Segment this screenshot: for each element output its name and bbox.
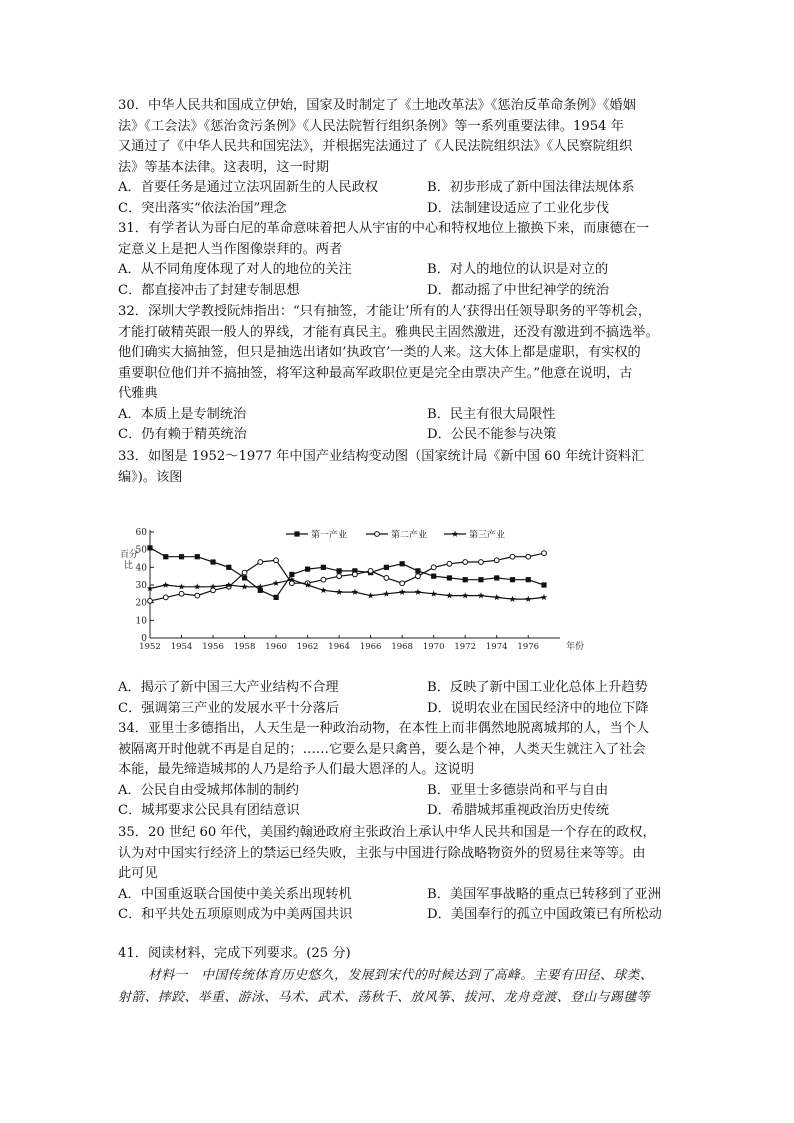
data-point-star — [430, 590, 436, 596]
data-point-star — [178, 583, 184, 589]
option-a[interactable]: A．公民自由受城邦体制的制约 — [118, 782, 299, 798]
question-33 — [118, 447, 678, 488]
x-tick-label: 1974 — [485, 642, 508, 652]
question-35-options-row — [118, 885, 678, 906]
industry-structure-chart — [114, 522, 674, 654]
question-32-line: 32．深圳大学教授阮炜指出：“只有抽签，才能让’所有的人’获得出任领导职务的平等机会， — [118, 304, 652, 319]
option-d[interactable]: D．希腊城邦重视政治历史传统 — [427, 803, 610, 818]
data-point-circle — [400, 581, 405, 586]
option-d[interactable]: D．美国奉行的孤立中国政策已有所松动 — [427, 907, 662, 922]
question-32-line: 代雅典 — [118, 386, 158, 401]
data-point-star — [163, 582, 169, 588]
y-tick-label: 50 — [135, 545, 147, 556]
legend-label: 第二产业 — [391, 530, 428, 541]
data-point-circle — [195, 593, 200, 598]
option-a[interactable]: A．首要任务是通过立法巩固新生的人民政权 — [118, 180, 379, 195]
data-point-circle — [321, 577, 326, 582]
option-d[interactable]: D．法制建设适应了工业化步伐 — [427, 200, 610, 216]
option-b[interactable]: B．亚里士多德崇尚和平与自由 — [427, 782, 609, 798]
x-tick-label: 1976 — [517, 642, 540, 652]
data-point-star — [525, 596, 531, 602]
question-35-line: 认为对中国实行经济上的禁运已经失败，主张与中国进行除战略物资外的贸易往来等等。由 — [118, 845, 646, 861]
y-tick-label: 10 — [135, 616, 147, 627]
data-point-circle — [148, 599, 153, 604]
x-axis-label: 年份 — [566, 642, 585, 652]
x-tick-label: 1952 — [139, 642, 161, 652]
question-35-options-row — [118, 905, 678, 926]
data-point-square — [226, 565, 231, 570]
data-point-square — [447, 575, 452, 580]
question-32-line: 才能打破精英跟一般人的界线，才能有真民主。雅典民主固然激进，还没有激进到不搞选举。 — [118, 324, 659, 340]
data-point-circle — [431, 565, 436, 570]
data-point-circle — [242, 570, 247, 575]
question-30-options-row — [118, 178, 678, 199]
option-c[interactable]: C．城邦要求公民具有团结意识 — [118, 803, 300, 818]
data-point-square — [289, 572, 294, 577]
data-point-square — [258, 588, 263, 593]
option-a[interactable]: A．从不同角度体现了对人的地位的关注 — [118, 262, 352, 277]
question-30-line: 法》等基本法律。这表明，这一时期 — [118, 159, 329, 175]
data-point-circle — [179, 591, 184, 596]
data-point-square — [415, 568, 420, 573]
x-tick-label: 1966 — [359, 642, 382, 652]
question-33-options — [118, 678, 678, 719]
material-line: 材料一 中国传统体育历史悠久，发展到宋代的时候达到了高峰。主要有田径、球类、 — [148, 967, 654, 983]
data-point-circle — [274, 558, 279, 563]
data-point-circle — [352, 572, 357, 577]
data-point-circle — [494, 558, 499, 563]
data-point-star — [194, 583, 200, 589]
question-30-options-row — [118, 199, 678, 220]
x-tick-label: 1970 — [422, 642, 445, 652]
option-b[interactable]: B．初步形成了新中国法律法规体系 — [427, 180, 635, 195]
x-tick-label: 1958 — [233, 642, 256, 652]
data-point-square — [463, 577, 468, 582]
data-point-circle — [368, 568, 373, 573]
question-33-line: 编》)。该图 — [118, 469, 183, 485]
data-point-square — [384, 565, 389, 570]
data-point-circle — [463, 560, 468, 565]
option-d[interactable]: D．公民不能参与决策 — [427, 427, 557, 442]
data-point-circle — [542, 551, 547, 556]
data-point-square — [147, 545, 152, 550]
x-tick-label: 1968 — [391, 642, 413, 652]
option-b[interactable]: B．反映了新中国工业化总体上升趋势 — [427, 680, 648, 695]
option-b[interactable]: B．对人的地位的认识是对立的 — [427, 262, 609, 277]
question-35-line: 此可见 — [118, 866, 158, 881]
question-34-options-row — [118, 781, 678, 802]
y-tick-label: 40 — [135, 563, 147, 574]
data-point-square — [242, 575, 247, 580]
y-tick-label: 60 — [135, 528, 147, 538]
y-axis-label: 比 — [124, 561, 134, 571]
option-c[interactable]: C．突出落实“依法治国”理念 — [118, 200, 287, 216]
question-33-line: 33．如图是 1952～1977 年中国产业结构变动图（国家统计局《新中国 60 年统计资料汇 — [118, 449, 645, 464]
question-35 — [118, 823, 678, 926]
data-point-square — [337, 568, 342, 573]
question-41 — [118, 944, 678, 1009]
question-30-line: 又通过了《中华人民共和国宪法》，并根据宪法通过了《人民法院组织法》《人民察院组织 — [118, 139, 633, 154]
option-c[interactable]: C．和平共处五项原则成为中美两国共识 — [118, 907, 353, 922]
data-point-circle — [447, 561, 452, 566]
data-point-star — [452, 531, 458, 537]
data-point-circle — [258, 560, 263, 565]
question-31-options-row — [118, 260, 678, 281]
option-a[interactable]: A．揭示了新中国三大产业结构不合理 — [118, 680, 339, 695]
question-32-options-row — [118, 425, 678, 446]
data-point-square — [431, 574, 436, 579]
question-32-options-row — [118, 405, 678, 426]
y-axis-label: 百分 — [120, 550, 139, 560]
x-tick-label: 1962 — [296, 642, 319, 652]
data-point-square — [526, 577, 531, 582]
question-34-options-row — [118, 801, 678, 822]
data-point-star — [383, 590, 389, 596]
data-point-square — [294, 531, 299, 536]
question-30 — [118, 96, 678, 219]
x-tick-label: 1954 — [170, 642, 193, 652]
data-point-star — [352, 589, 358, 595]
data-point-star — [446, 592, 452, 598]
question-32 — [118, 302, 678, 446]
question-32-line: 重要职位他们并不搞抽签，将军这种最高军政职位更是完全由票决产生。”他意在说明，古 — [118, 365, 633, 381]
option-a[interactable]: A．本质上是专制统治 — [118, 406, 247, 422]
data-point-square — [273, 595, 278, 600]
data-point-star — [541, 594, 547, 600]
question-30-line: 30．中华人民共和国成立伊始，国家及时制定了《土地改革法》《惩治反革命条例》《婚姻 — [118, 98, 636, 113]
data-point-circle — [416, 574, 421, 579]
data-point-circle — [375, 532, 380, 537]
question-33-options-row — [118, 678, 678, 699]
question-32-line: 他们确实大搞抽签，但只是抽选出诸如’执政官’一类的人来。这大体上都是虚职，有实权的 — [118, 345, 641, 360]
data-point-star — [320, 587, 326, 593]
question-34 — [118, 719, 678, 822]
option-b[interactable]: B．美国军事战略的重点已转移到了亚洲 — [427, 886, 661, 902]
x-tick-label: 1956 — [202, 642, 224, 652]
data-point-square — [210, 559, 215, 564]
data-point-circle — [384, 576, 389, 581]
data-point-square — [321, 565, 326, 570]
question-34-line: 34．亚里士多德指出，人天生是一种政治动物，在本性上而非偶然地脱离城邦的人，当个人 — [118, 721, 650, 736]
data-point-square — [510, 577, 515, 582]
series-line-3 — [150, 580, 544, 599]
data-point-star — [367, 592, 373, 598]
data-point-star — [493, 594, 499, 600]
question-30-line: 法》《工会法》《惩治贪污条例》《人民法院暂行组织条例》等一系列重要法律。1954 年 — [118, 118, 624, 134]
x-tick-label: 1960 — [265, 642, 287, 652]
data-point-square — [478, 577, 483, 582]
data-point-star — [478, 592, 484, 598]
question-33-options-row — [118, 699, 678, 720]
data-point-square — [305, 567, 310, 572]
data-point-circle — [163, 595, 168, 600]
data-point-star — [399, 589, 405, 595]
data-point-circle — [510, 554, 515, 559]
data-point-square — [195, 554, 200, 559]
y-tick-label: 30 — [135, 581, 147, 591]
question-31-options-row — [118, 281, 678, 302]
series-line-1 — [150, 548, 544, 598]
option-c[interactable]: C．都直接冲击了封建专制思想 — [118, 282, 300, 298]
x-tick-label: 1964 — [328, 642, 350, 652]
material-line: 射箭、摔跤、举重、游泳、马术、武术、荡秋千、放风筝、拔河、龙舟竞渡、登山与踢毽等 — [118, 989, 650, 1005]
legend-label: 第三产业 — [469, 530, 506, 541]
data-point-square — [541, 582, 546, 587]
x-tick-label: 1972 — [454, 642, 477, 652]
question-31-line: 定意义上是把人当作图像崇拜的。两者 — [118, 241, 343, 257]
option-b[interactable]: B．民主有很大局限性 — [427, 406, 556, 422]
option-c[interactable]: C．强调第三产业的发展水平十分落后 — [118, 700, 340, 716]
question-35-line: 35．20 世纪 60 年代，美国约翰逊政府主张政治上承认中华人民共和国是一个存在的政权， — [118, 825, 656, 840]
question-31-line: 31．有学者认为哥白尼的革命意味着把人从宇宙的中心和特权地位上撤换下来，而康德在一 — [118, 221, 650, 236]
option-c[interactable]: C．仍有赖于精英统治 — [118, 427, 247, 442]
y-tick-label: 20 — [135, 598, 147, 609]
data-point-star — [273, 580, 279, 586]
question-31 — [118, 219, 678, 301]
data-point-square — [400, 561, 405, 566]
data-point-circle — [526, 554, 531, 559]
option-d[interactable]: D．说明农业在国民经济中的地位下降 — [427, 700, 649, 716]
legend-label: 第一产业 — [311, 530, 348, 541]
y-tick-label: 0 — [141, 634, 147, 644]
question-34-line: 本能，最先缔造城邦的人乃是给予人们最大恩泽的人。这说明 — [118, 762, 475, 777]
data-point-square — [163, 554, 168, 559]
option-a[interactable]: A．中国重返联合国使中美关系出现转机 — [118, 886, 352, 902]
data-point-star — [241, 583, 247, 589]
data-point-circle — [337, 574, 342, 579]
data-point-star — [509, 596, 515, 602]
chart-svg — [114, 522, 674, 654]
question-41-heading: 41．阅读材料，完成下列要求。(25 分) — [118, 946, 351, 961]
data-point-star — [415, 589, 421, 595]
question-34-line: 被隔离开时他就不再是自足的；……它要么是只禽兽，要么是个神，人类天生就注入了社会 — [118, 741, 646, 757]
data-point-star — [462, 592, 468, 598]
data-point-square — [494, 575, 499, 580]
data-point-square — [179, 554, 184, 559]
data-point-star — [336, 589, 342, 595]
data-point-circle — [479, 560, 484, 565]
option-d[interactable]: D．都动摇了中世纪神学的统治 — [427, 282, 610, 298]
